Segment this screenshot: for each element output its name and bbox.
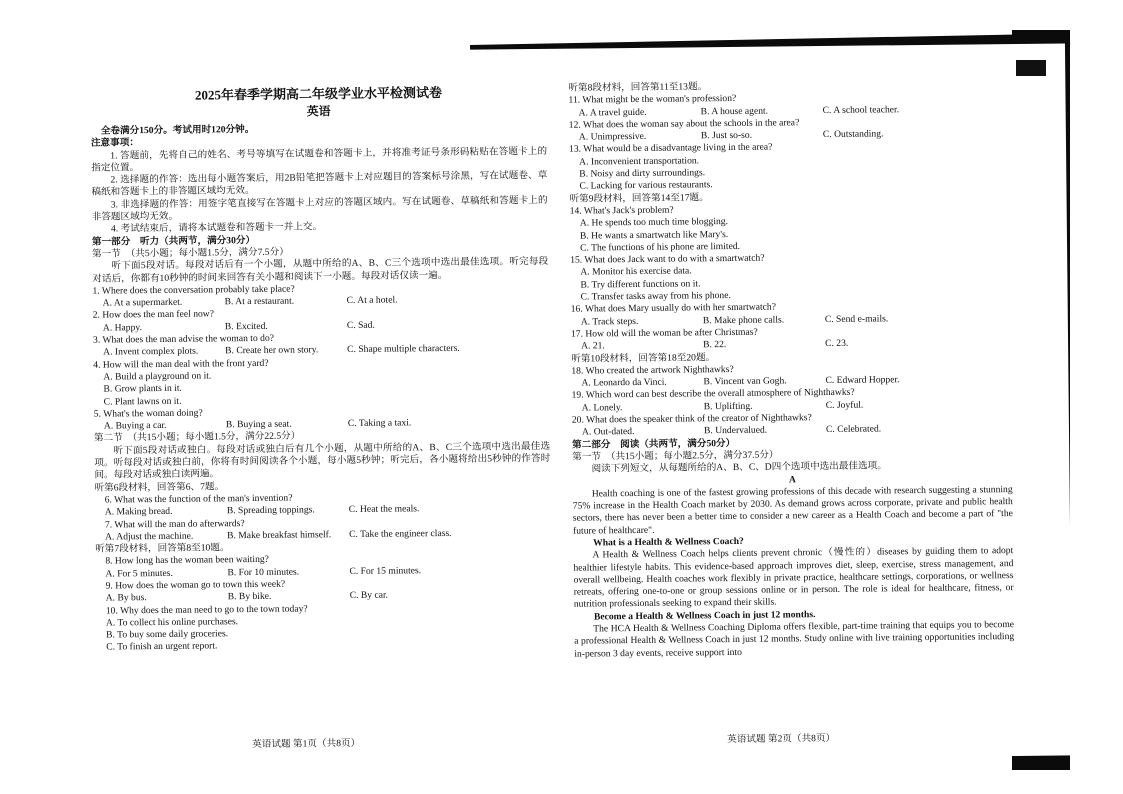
page-footer: 英语试题 第2页（共8页） [727, 732, 836, 746]
notice-item: 2. 选择题的作答：选出每小题答案后，用2B铅笔把答题卡上对应题目的答案标号涂黑，写在试题卷、草稿纸和答题卡上的非答题区域均无效。 [91, 170, 548, 199]
option-c: C. Edward Hopper. [825, 374, 900, 387]
section2-instructions: 听下面5段对话或独白。每段对话或独白后有几个小题，从题中所给的A、B、C三个选项中选出最佳选项。听每段对话或独白前，你将有时间阅读各个小题，每小题5秒钟；听完后，各小题将给出5秒钟的作答时间。每段对话或独白读两遍。 [94, 440, 551, 481]
question-11 [568, 90, 1008, 119]
option-b: B. Undervalued. [703, 424, 768, 437]
part1-title: 第一部分 听力（共两节，满分30分） [91, 234, 256, 248]
question-text: 18. Who created the artwork Nighthawks? [571, 363, 734, 377]
question-text: 16. What does Mary usually do with her smartwatch? [570, 301, 776, 316]
option-c: C. Transfer tasks away from his phone. [580, 290, 731, 303]
part2-title: 第二部分 阅读（共两节，满分50分） [572, 437, 736, 451]
option-a: A. Build a playground on it. [103, 370, 212, 383]
option-a: A. Happy. [102, 321, 143, 334]
option-c: C. Sad. [346, 319, 375, 331]
passage-heading: Become a Health & Wellness Coach in just 12 months. [593, 608, 816, 623]
option-b: B. Try different functions on it. [580, 278, 701, 291]
option-c: C. Take the engineer class. [348, 527, 452, 540]
question-text: 19. Which word can best describe the overall atmosphere of Nighthawks? [571, 387, 855, 402]
question-text: 8. How long has the woman been waiting? [105, 554, 269, 567]
question-10 [96, 600, 552, 654]
option-b: B. Grow plants in it. [103, 382, 182, 395]
notice-item: 4. 考试结束后，请将本试题卷和答题卡一并上交。 [110, 221, 323, 235]
question-text: 3. What does the man advise the woman to do? [92, 332, 275, 346]
option-c: C. At a hotel. [346, 294, 398, 307]
option-c: C. To finish an urgent report. [106, 640, 218, 654]
notice-item: 3. 非选择题的作答：用签字笔直接写在答题卡上对应的答题区域内。写在试题卷、草稿纸和答题卡上的非答题区域均无效。 [91, 194, 548, 223]
option-b: B. Noisy and dirty surroundings. [579, 167, 706, 180]
option-c: C. By car. [349, 589, 389, 602]
option-b: B. Make phone calls. [702, 314, 785, 326]
option-b: B. To buy some daily groceries. [106, 628, 229, 641]
option-a: A. 21. [581, 340, 605, 352]
question-text: 17. How old will the woman be after Christmas? [570, 326, 758, 340]
question-14 [570, 201, 1010, 255]
option-c: C. Shape multiple characters. [347, 343, 460, 356]
question-text: 2. How does the man feel now? [92, 308, 215, 322]
section1-instructions: 听下面5段对话。每段对话后有一个小题，从题中所给的A、B、C三个选项中选出最佳选项。听完每段对话后，你都有10秒钟的时间来回答有关小题和阅读下一小题。每段对话仅读一遍。 [92, 256, 549, 285]
question-15 [570, 250, 1010, 304]
question-text: 20. What does the speaker think of the creator of Nighthawks? [571, 412, 812, 426]
question-12 [569, 115, 1009, 144]
question-17 [571, 324, 1011, 353]
passage-paragraph: The HCA Health & Wellness Coaching Diploma offers flexible, part-time training that equips you to become a professional Health & Wellness Coach in just 12 months. Study online with live training opportunities including in-person 3 day events, receive support into [574, 619, 1015, 660]
page-footer: 英语试题 第1页（共8页） [252, 737, 361, 751]
option-a: A. Unimpressive. [578, 131, 647, 143]
exam-title: 2025年春季学期高二年级学业水平检测试卷 [194, 85, 443, 103]
option-a: A. He spends too much time blogging. [579, 216, 729, 229]
option-b: B. For 10 minutes. [227, 566, 300, 578]
option-a: A. To collect his online purchases. [105, 616, 239, 629]
subject-title: 英语 [306, 104, 331, 119]
question-19 [572, 385, 1012, 414]
material-7-label: 听第7段材料，回答第8至10题。 [95, 542, 230, 555]
option-b: B. Make breakfast himself. [226, 528, 332, 542]
option-c: C. 23. [825, 337, 849, 350]
part2-section1-title: 第一节 （共15小题；每小题2.5分，满分37.5分） [572, 449, 779, 463]
section2-title: 第二节 （共15小题；每小题1.5分，满分22.5分） [93, 430, 301, 445]
option-b: B. He wants a smartwatch like Mary's. [579, 228, 729, 242]
option-a: A. Invent complex plots. [103, 345, 199, 358]
notice-item: 1. 答题前，先将自己的姓名、考号等填写在试题卷和答题卡上，并将准考证号条形码粘贴在答题卡上的指定位置。 [91, 145, 548, 174]
option-c: C. The functions of his phone are limited. [580, 240, 741, 254]
option-b: B. Create her own story. [225, 344, 319, 357]
option-c: C. Joyful. [825, 399, 864, 411]
option-a: A. Leonardo da Vinci. [581, 376, 667, 389]
question-20 [572, 410, 1012, 439]
option-c: C. Celebrated. [825, 423, 882, 436]
option-b: B. Spreading toppings. [226, 504, 315, 517]
option-c: C. Plant lawns on it. [103, 395, 182, 408]
option-b: B. A house agent. [700, 105, 769, 117]
option-a: A. At a supermarket. [102, 296, 183, 309]
material-6-label: 听第6段材料，回答第6、7题。 [94, 480, 225, 494]
option-b: B. 22. [703, 339, 727, 351]
material-8-label: 听第8段材料，回答第11至13题。 [568, 81, 708, 94]
passage-paragraph: A Health & Wellness Coach helps clients prevent chronic（慢性的）diseases by guiding them to adopt healthier lifestyle habits. This evidence-based approach improves diet, sleep, exercise, stress management, and overall wellbeing. Health coaches work flexibly in private practice, healthcare settings, corporations, or wellness retreats, offering one-to-one or group sessions online or in person. The role is ideal for healthcare, fitness, or nutrition professionals seeking to expand their skills. [573, 545, 1014, 611]
page-1 [90, 83, 552, 655]
passage-paragraph: Health coaching is one of the fastest growing professions of this decade with research suggesting a stunning 75% increase in the Health Coach market by 2030. As demand grows across corporate, private and public health sectors, there has never been a better time to consider a new career as a Health Coach and become a part of "the future of healthcare". [572, 483, 1013, 537]
question-text: 6. What was the function of the man's invention? [104, 492, 293, 506]
option-a: A. A travel guide. [578, 106, 647, 119]
question-18 [571, 361, 1011, 390]
option-a: A. Making bread. [104, 506, 173, 518]
part2-instructions: 阅读下列短文，从每题所给的A、B、C、D四个选项中选出最佳选项。 [591, 460, 887, 475]
option-b: B. Vincent van Gogh. [703, 375, 787, 388]
scan-corner-mark [1016, 60, 1046, 76]
option-a: A. Buying a car. [103, 420, 167, 432]
option-b: B. Buying a seat. [225, 418, 292, 431]
question-text: 9. How does the woman go to town this week? [105, 578, 286, 592]
question-text: 4. How will the man deal with the front yard? [93, 357, 269, 371]
question-text: 7. What will the man do afterwards? [104, 517, 245, 531]
section1-title: 第一节 （共5小题；每小题1.5分，满分7.5分） [92, 246, 289, 260]
option-c: C. For 15 minutes. [349, 564, 422, 577]
option-c: C. Send e-mails. [824, 312, 889, 325]
option-c: C. A school teacher. [822, 103, 900, 116]
option-a: A. Monitor his exercise data. [580, 265, 692, 279]
option-a: A. For 5 minutes. [105, 567, 173, 580]
option-a: A. Adjust the machine. [105, 530, 194, 543]
passage-label: A [788, 473, 797, 485]
notice-title: 注意事项： [90, 137, 139, 149]
exam-sheet [60, 43, 1072, 765]
question-text: 10. Why does the man need to go to the town today? [105, 603, 308, 617]
option-c: C. Outstanding. [822, 128, 884, 141]
question-4 [93, 355, 549, 409]
option-b: B. At a restaurant. [224, 295, 295, 308]
option-a: A. Track steps. [580, 315, 639, 328]
option-a: A. Out-dated. [581, 426, 635, 438]
option-b: B. Just so-so. [700, 129, 753, 142]
question-text: 5. What's the woman doing? [93, 407, 203, 420]
score-info: 全卷满分150分。考试用时120分钟。 [100, 123, 255, 137]
option-a: A. By bus. [105, 592, 147, 604]
material-9-label: 听第9段材料，回答第14至17题。 [569, 191, 709, 205]
passage-heading: What is a Health & Wellness Coach? [593, 535, 744, 549]
question-text: 11. What might be the woman's profession? [568, 93, 737, 106]
option-a: A. Inconvenient transportation. [579, 155, 700, 168]
option-c: C. Taking a taxi. [347, 417, 412, 430]
page-2 [568, 78, 1014, 661]
question-16 [571, 299, 1011, 328]
option-b: B. Excited. [224, 320, 268, 333]
option-c: C. Lacking for various restaurants. [579, 179, 713, 192]
question-text: 14. What's Jack's problem? [569, 204, 674, 217]
question-13 [569, 140, 1009, 194]
question-text: 12. What does the woman say about the schools in the area? [568, 117, 800, 131]
option-b: B. By bike. [227, 591, 272, 603]
option-c: C. Heat the meals. [348, 503, 420, 516]
question-text: 1. Where does the conversation probably take place? [92, 283, 295, 297]
question-text: 13. What would be a disadvantage living in the area? [568, 142, 773, 156]
question-text: 15. What does Jack want to do with a smartwatch? [570, 252, 765, 266]
material-10-label: 听第10段材料，回答第18至20题。 [571, 351, 716, 365]
option-b: B. Uplifting. [703, 400, 753, 412]
option-a: A. Lonely. [581, 401, 623, 414]
